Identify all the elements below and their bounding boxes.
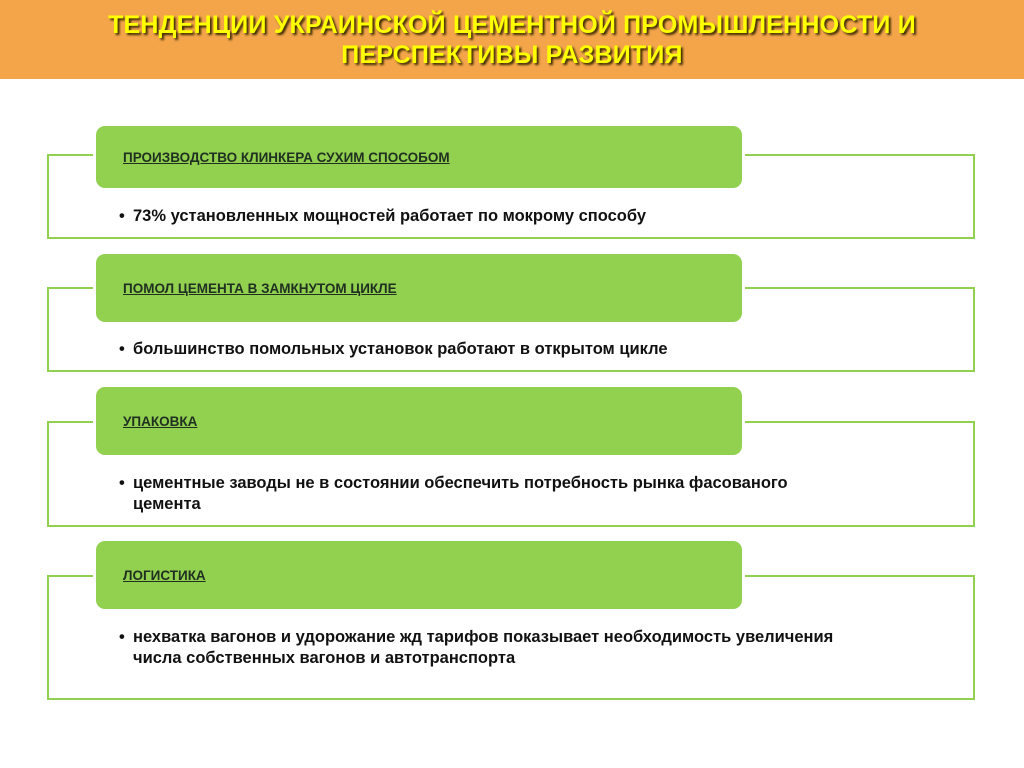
item-header-clinker: [96, 126, 742, 188]
item-heading-logistics: ЛОГИСТИКА: [123, 567, 206, 583]
item-header-logistics: [96, 541, 742, 609]
item-header-packing: [96, 387, 742, 455]
item-bullet-packing: [119, 473, 819, 515]
slide-title-line-1: ТЕНДЕНЦИИ УКРАИНСКОЙ ЦЕМЕНТНОЙ ПРОМЫШЛЕННОСТИ И: [108, 10, 916, 39]
bullet-marker: •: [119, 340, 125, 358]
item-bullet-text-grinding: большинство помольных установок работают в открытом цикле: [133, 340, 668, 358]
item-bullet-text-clinker: 73% установленных мощностей работает по мокрому способу: [133, 207, 647, 225]
item-heading-clinker: ПРОИЗВОДСТВО КЛИНКЕРА СУХИМ СПОСОБОМ: [123, 149, 450, 165]
item-bullet-text-packing: цементные заводы не в состоянии обеспечить потребность рынка фасованого цемента: [133, 474, 788, 513]
item-heading-packing: УПАКОВКА: [123, 413, 198, 429]
item-bullet-logistics: [119, 627, 879, 669]
item-header-grinding: [96, 254, 742, 322]
bullet-marker: •: [119, 474, 125, 492]
bullet-marker: •: [119, 207, 125, 225]
bullet-marker: •: [119, 628, 125, 646]
item-bullet-grinding: [119, 339, 879, 360]
item-heading-grinding: ПОМОЛ ЦЕМЕНТА В ЗАМКНУТОМ ЦИКЛЕ: [123, 280, 397, 296]
slide-title-line-2: ПЕРСПЕКТИВЫ РАЗВИТИЯ: [341, 40, 683, 69]
title-bar: [0, 0, 1024, 79]
item-bullet-text-logistics: нехватка вагонов и удорожание жд тарифов показывает необходимость увеличения числа собственных вагонов и автотранспорта: [133, 628, 834, 667]
item-bullet-clinker: [119, 206, 879, 227]
